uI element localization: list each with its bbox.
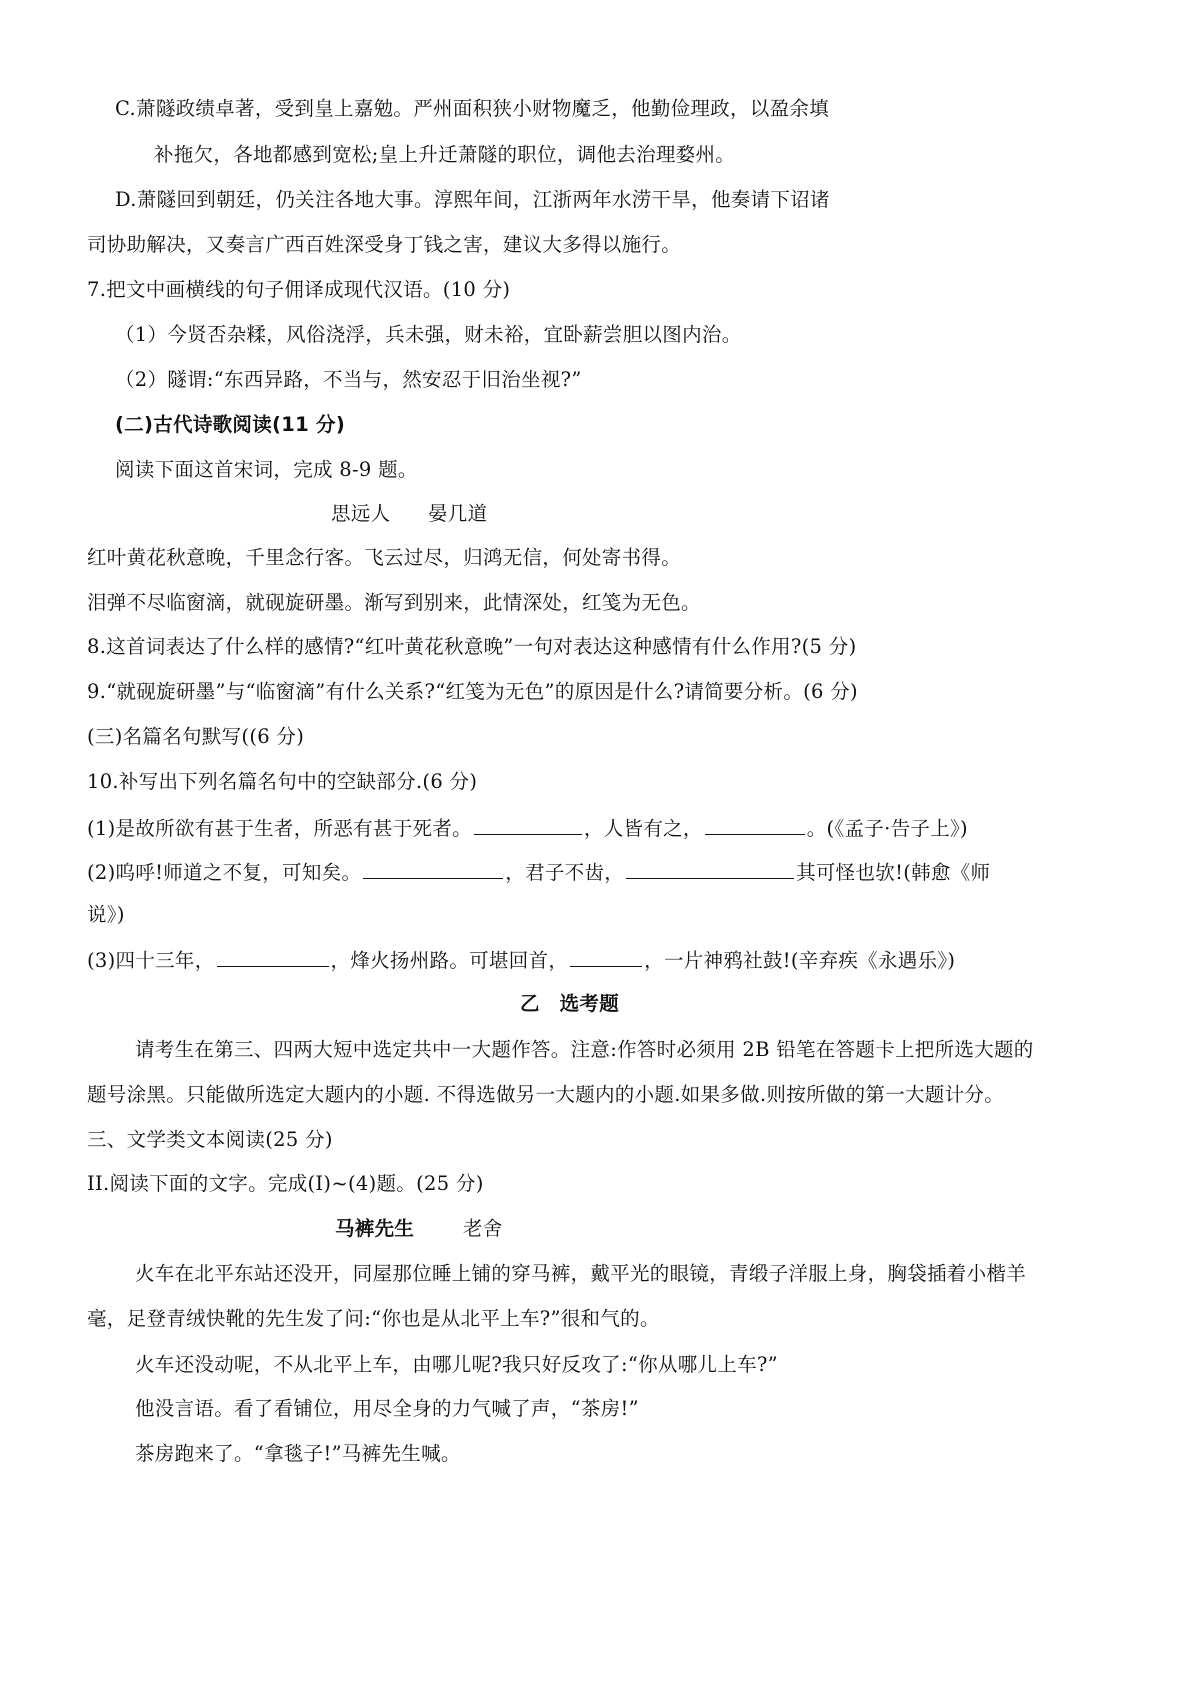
poetry-intro: 阅读下面这首宋词，完成 8-9 题。 [115,458,418,481]
q6-option-d-line2: 司协助解决，又奏言广西百姓深受身丁钱之害，建议大多得以施行。 [87,233,682,256]
question-11: II.阅读下面的文字。完成(I)~(4)题。(25 分) [87,1172,484,1195]
dictation-item-3 [87,946,955,974]
dictation-item-2 [87,858,990,886]
q6-option-d-line1: D.萧隧回到朝廷，仍关注各地大事。淳熙年间，江浙两年水涝干旱，他奏请下诏诸 [115,188,830,211]
elective-heading: 乙 选考题 [520,992,620,1015]
dictation-item-1-text-c: 。(《孟子·告子上》) [806,817,968,840]
elective-note-line2: 题号涂黑。只能做所选定大题内的小题. 不得选做另一大题内的小题.如果多做.则按所做的第一大题计分。 [87,1083,1004,1106]
story-paragraph-1-line2: 毫，足登青绒快靴的先生发了问:“你也是从北平上车?”很和气的。 [87,1307,660,1330]
question-9: 9.“就砚旋研墨”与“临窗滴”有什么关系?“红笺为无色”的原因是什么?请简要分析。(6 分) [87,680,858,703]
elective-note-line1: 请考生在第三、四两大短中选定共中一大题作答。注意:作答时必须用 2B 铅笔在答题卡上把所选大题的 [135,1038,1034,1061]
poem-author: 晏几道 [428,502,488,525]
dictation-item-1 [87,814,968,842]
dictation-item-2-cont: 说》) [87,903,125,926]
answer-blank[interactable] [626,858,794,879]
poem-line-1: 红叶黄花秋意晚，千里念行客。飞云过尽，归鸿无信，何处寄书得。 [87,546,682,569]
poem-line-2: 泪弹不尽临窗滴，就砚旋研墨。渐写到别来，此情深处，红笺为无色。 [87,591,701,614]
dictation-item-2-text-b: ，君子不齿， [505,861,625,884]
dictation-item-3-text-c: ，一片神鸦社鼓!(辛弃疾《永遇乐》) [644,949,956,972]
q6-option-c-line2: 补拖欠，各地都感到宽松;皇上升迁萧隧的职位，调他去治理婺州。 [154,143,736,166]
answer-blank[interactable] [570,946,642,967]
dictation-item-3-text-b: ，烽火扬州路。可堪回首， [330,949,569,972]
q6-option-c-line1: C.萧隧政绩卓著，受到皇上嘉勉。严州面积狭小财物魔乏，他勤俭理政，以盈余填 [115,97,830,120]
poetry-section-heading: (二)古代诗歌阅读(11 分) [115,413,346,436]
dictation-section-heading: (三)名篇名句默写((6 分) [87,725,305,748]
answer-blank[interactable] [705,814,805,835]
q7-stem: 7.把文中画横线的句子佣译成现代汉语。(10 分) [87,278,511,301]
question-10: 10.补写出下列名篇名句中的空缺部分.(6 分) [87,770,478,793]
dictation-item-3-text-a: (3)四十三年， [87,949,215,972]
story-author: 老舍 [463,1217,503,1240]
section-3-heading: 三、文学类文本阅读(25 分) [87,1128,333,1151]
story-paragraph-1-line1: 火车在北平东站还没开，同屋那位睡上铺的穿马裤，戴平光的眼镜，青缎子洋服上身，胸袋插着小楷羊 [135,1262,1027,1285]
story-paragraph-2: 火车还没动呢，不从北平上车，由哪儿呢?我只好反攻了:“你从哪儿上车?” [135,1353,778,1376]
poem-title: 思远人 [331,502,391,525]
story-paragraph-4: 茶房跑来了。“拿毯子!”马裤先生喊。 [135,1442,461,1465]
story-title: 马裤先生 [335,1217,415,1240]
dictation-item-2-text-a: (2)呜呼!师道之不复，可知矣。 [87,861,362,884]
answer-blank[interactable] [474,814,582,835]
dictation-item-1-text-a: (1)是故所欲有甚于生者，所恶有甚于死者。 [87,817,472,840]
q7-sentence-1: （1）今贤否杂糅，风俗浇浮，兵未强，财未裕，宜卧薪尝胆以图内治。 [115,323,742,346]
q7-sentence-2: （2）隧谓:“东西异路，不当与，然安忍于旧治坐视?” [115,368,582,391]
question-8: 8.这首词表达了什么样的感情?“红叶黄花秋意晚”一句对表达这种感情有什么作用?(5 分) [87,635,857,658]
answer-blank[interactable] [363,858,503,879]
dictation-item-2-text-c: 其可怪也欤!(韩愈《师 [796,861,991,884]
dictation-item-1-text-b: ，人皆有之， [583,817,703,840]
answer-blank[interactable] [217,946,329,967]
story-paragraph-3: 他没言语。看了看铺位，用尽全身的力气喊了声，“茶房!” [135,1397,639,1420]
